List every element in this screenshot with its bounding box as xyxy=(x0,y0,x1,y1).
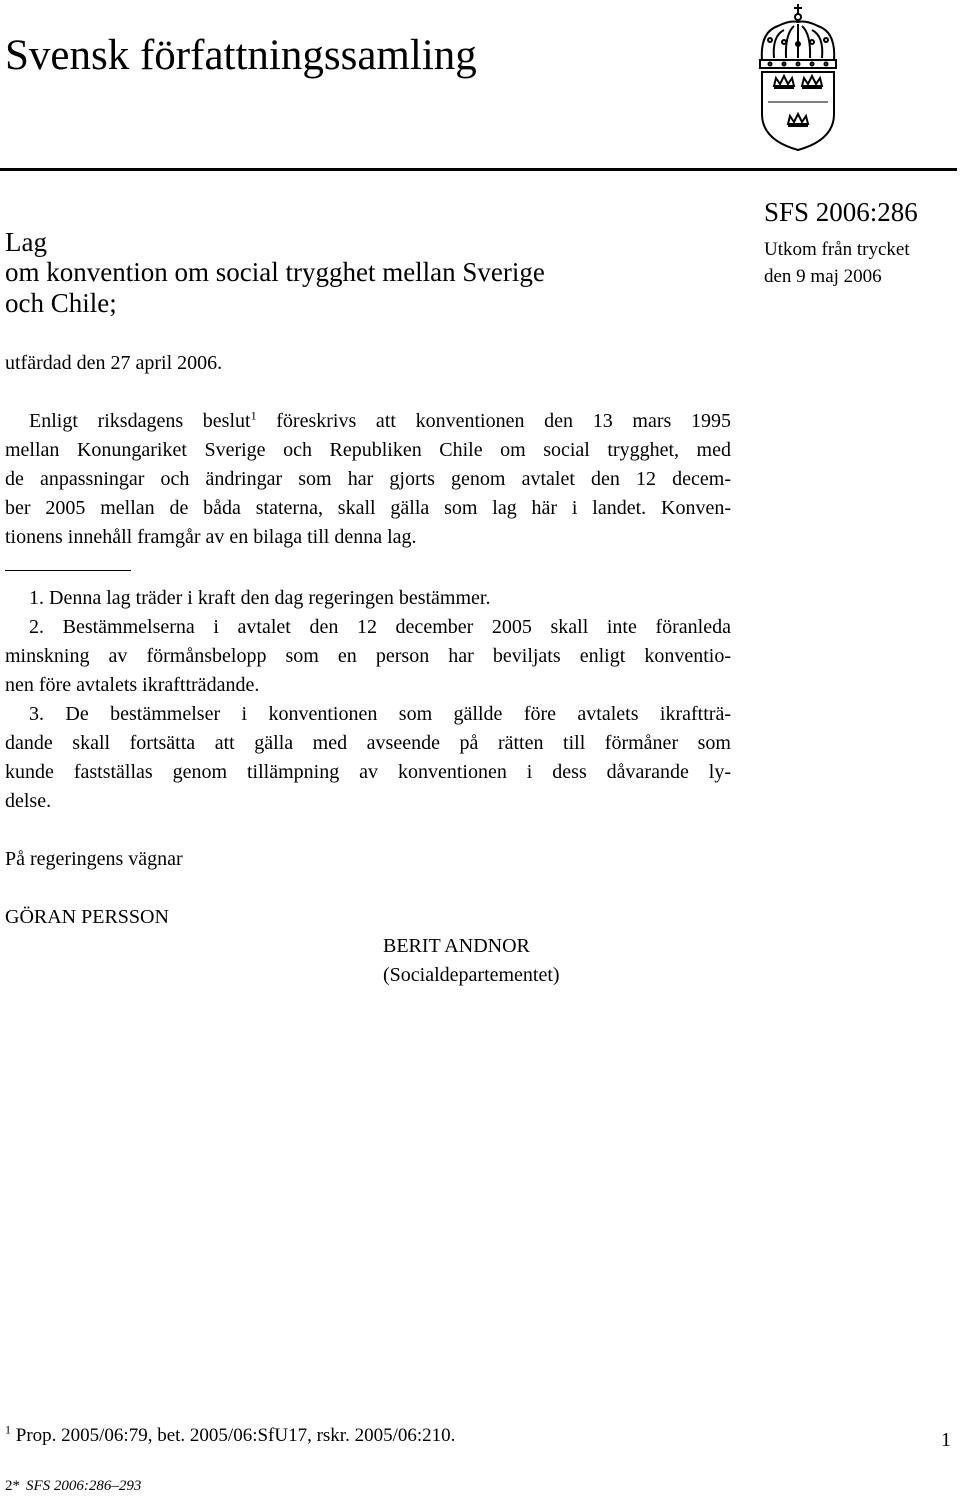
series-title: Svensk författningssamling xyxy=(5,32,477,79)
preamble-line: ber 2005 mellan de båda staterna, skall gälla som lag här i landet. Konven- xyxy=(5,497,731,519)
swedish-coat-of-arms-icon xyxy=(754,2,842,152)
signatory-minister: BERIT ANDNOR xyxy=(383,935,530,957)
section-3: delse. xyxy=(5,790,52,812)
footnote xyxy=(5,1424,455,1448)
law-kind: Lag xyxy=(5,227,47,257)
law-subject: om konvention om social trygghet mellan Sverige xyxy=(5,257,545,287)
footnote-ref: 1 xyxy=(250,408,257,423)
print-mark xyxy=(5,1477,141,1496)
preamble-line: de anpassningar och ändringar som har gjorts genom avtalet den 12 decem- xyxy=(5,468,731,490)
footnote-separator xyxy=(5,570,131,571)
print-mark-sign: 2* xyxy=(5,1478,20,1494)
footnote-text: Prop. 2005/06:79, bet. 2005/06:SfU17, rskr. 2005/06:210. xyxy=(11,1425,456,1446)
section-3: 3. De bestämmelser i konventionen som gällde före avtalets ikraftträ- xyxy=(29,703,731,725)
section-2: nen före avtalets ikraftträdande. xyxy=(5,674,260,696)
department: (Socialdepartementet) xyxy=(383,964,560,986)
on-behalf-line: På regeringens vägnar xyxy=(5,848,183,870)
preamble-text: Enligt riksdagens beslut xyxy=(29,410,251,432)
signatory-prime-minister: GÖRAN PERSSON xyxy=(5,906,169,928)
section-2: minskning av förmånsbelopp som en person har beviljats enligt konventio- xyxy=(5,645,731,667)
section-2: 2. Bestämmelserna i avtalet den 12 december 2005 skall inte föranleda xyxy=(29,616,731,638)
page-number: 1 xyxy=(941,1429,951,1451)
preamble-text: föreskrivs att konventionen den 13 mars 1995 xyxy=(256,410,731,432)
preamble-line: mellan Konungariket Sverige och Republiken Chile om social trygghet, med xyxy=(5,439,731,461)
section-1: 1. Denna lag träder i kraft den dag regeringen bestämmer. xyxy=(29,587,491,609)
print-code: SFS 2006:286–293 xyxy=(26,1478,142,1494)
section-3: kunde fastställas genom tillämpning av konventionen i dess dåvarande ly- xyxy=(5,761,731,783)
footnote-mark: 1 xyxy=(5,1422,11,1437)
preamble-line: tionens innehåll framgår av en bilaga till denna lag. xyxy=(5,526,417,548)
header-rule xyxy=(0,168,957,171)
published-date: den 9 maj 2006 xyxy=(764,266,882,287)
sfs-number: SFS 2006:286 xyxy=(764,197,918,227)
published-label: Utkom från trycket xyxy=(764,239,910,260)
law-subject: och Chile; xyxy=(5,288,117,318)
issued-date: utfärdad den 27 april 2006. xyxy=(5,352,223,374)
preamble-line xyxy=(29,407,731,436)
section-3: dande skall fortsätta att gälla med avseende på rätten till förmåner som xyxy=(5,732,731,754)
